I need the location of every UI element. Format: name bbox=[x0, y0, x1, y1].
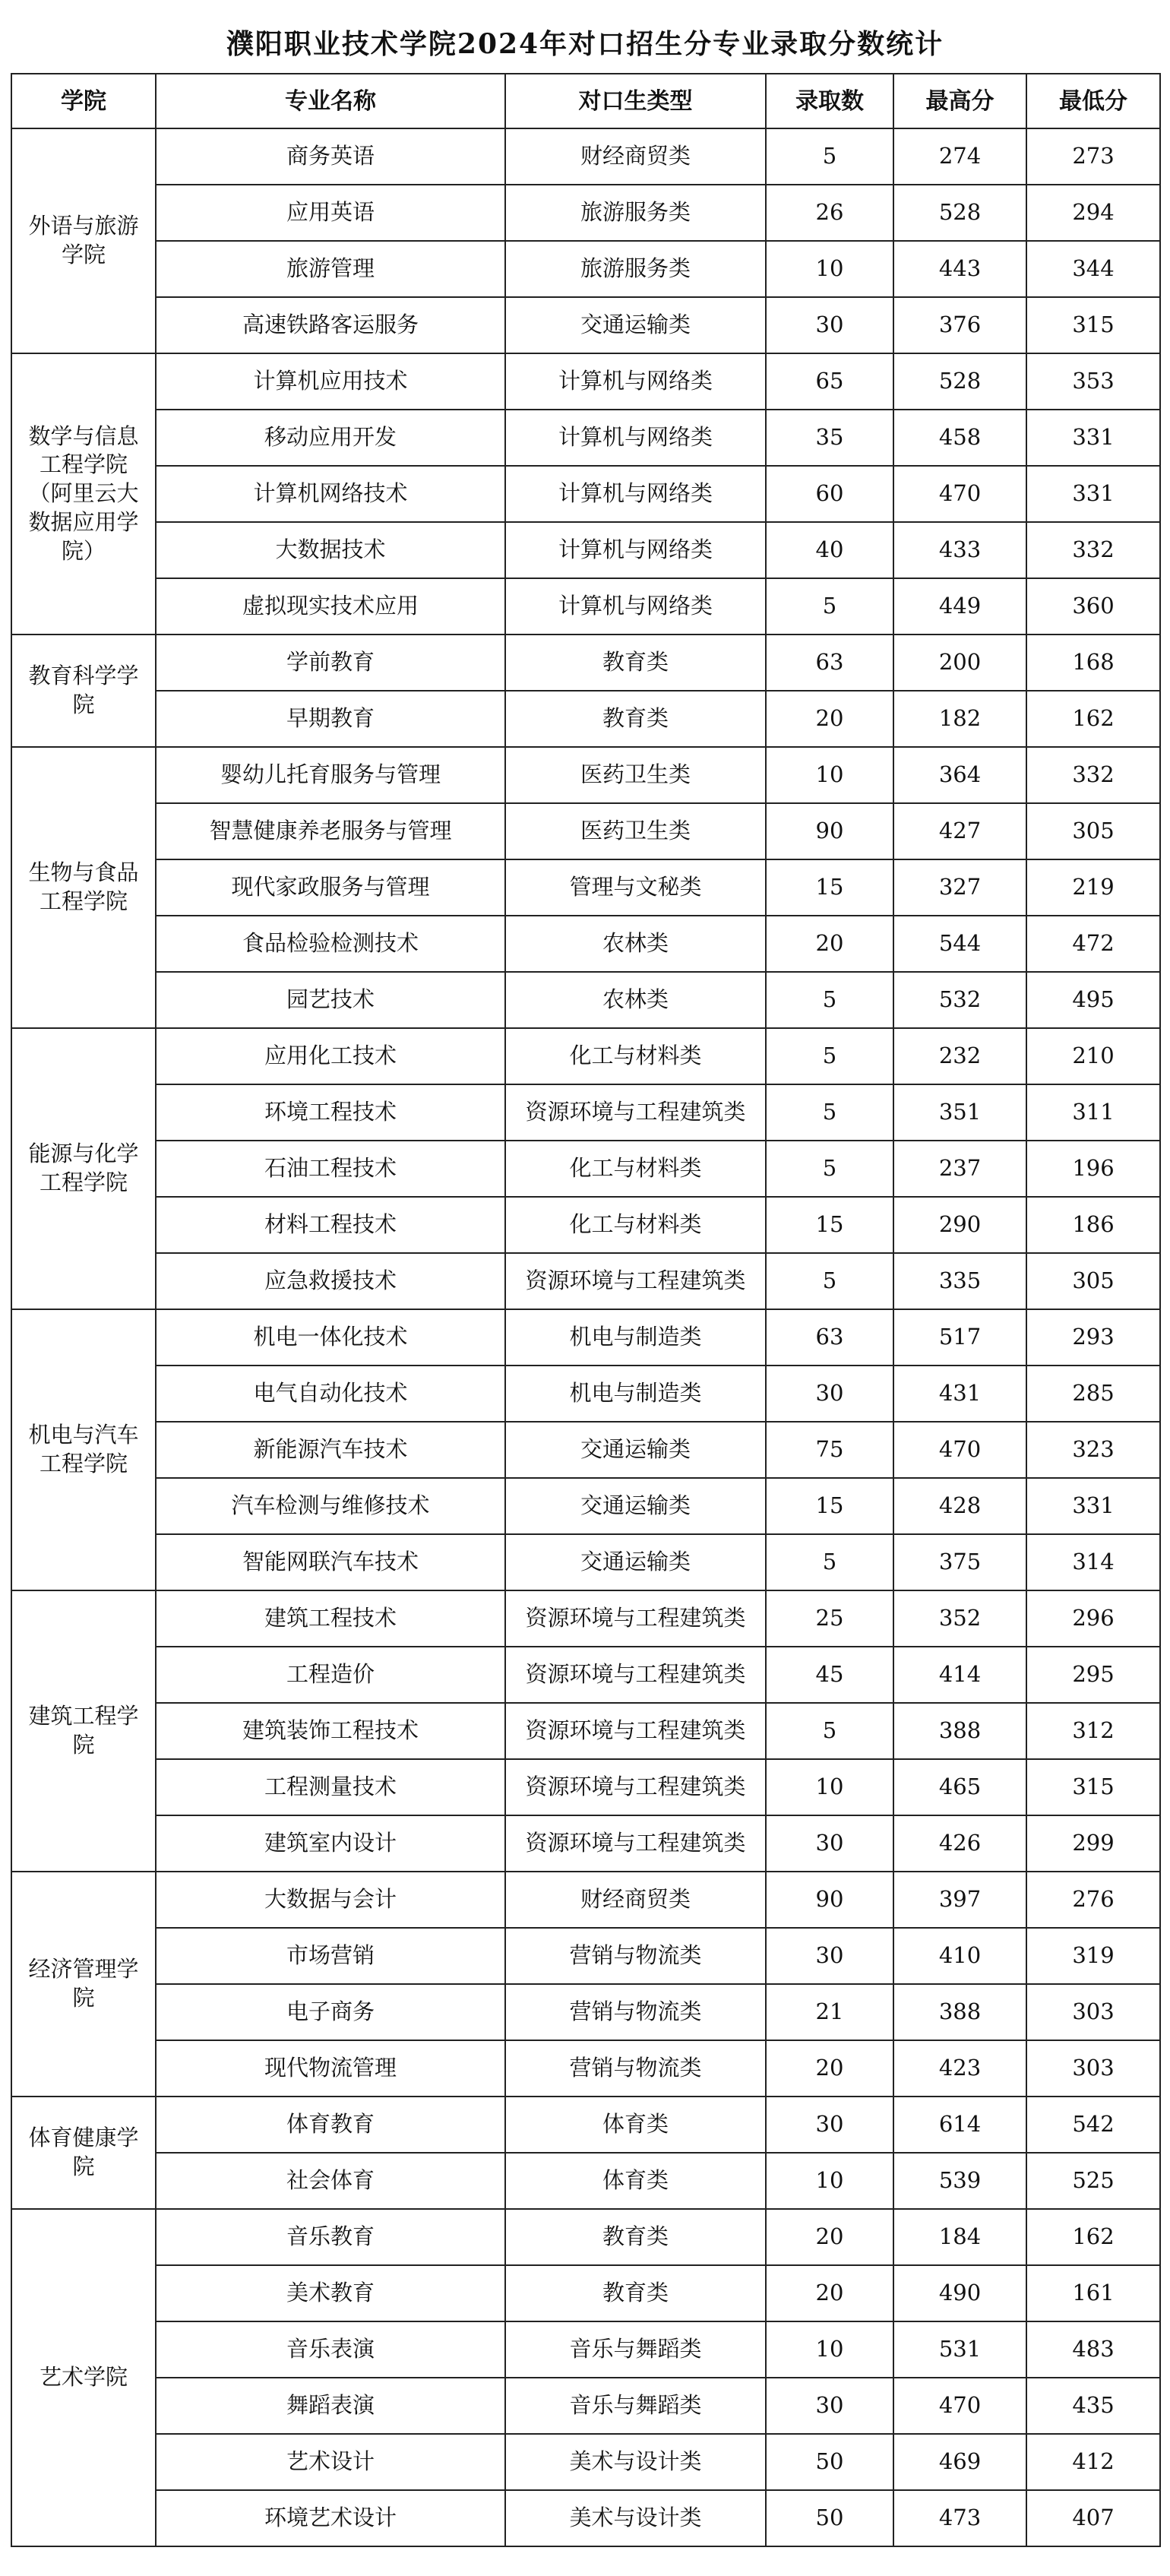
table-row bbox=[11, 859, 1160, 916]
type-cell: 营销与物流类 bbox=[505, 2040, 766, 2097]
college-cell bbox=[11, 635, 156, 747]
max-score-cell: 465 bbox=[893, 1759, 1026, 1815]
min-score-cell: 303 bbox=[1026, 1984, 1160, 2040]
max-score-cell: 184 bbox=[893, 2209, 1026, 2265]
header-admitted: 录取数 bbox=[766, 74, 893, 128]
admitted-cell: 60 bbox=[766, 466, 893, 522]
college-cell bbox=[11, 2209, 156, 2546]
admitted-cell: 5 bbox=[766, 1534, 893, 1590]
college-cell bbox=[11, 128, 156, 353]
admitted-cell: 15 bbox=[766, 1197, 893, 1253]
min-score-cell: 162 bbox=[1026, 2209, 1160, 2265]
admitted-cell: 30 bbox=[766, 2097, 893, 2153]
admitted-cell: 63 bbox=[766, 635, 893, 691]
major-cell: 虚拟现实技术应用 bbox=[156, 578, 505, 635]
min-score-cell: 161 bbox=[1026, 2265, 1160, 2321]
max-score-cell: 490 bbox=[893, 2265, 1026, 2321]
table-row bbox=[11, 1309, 1160, 1366]
max-score-cell: 352 bbox=[893, 1590, 1026, 1647]
max-score-cell: 427 bbox=[893, 803, 1026, 859]
type-cell: 化工与材料类 bbox=[505, 1028, 766, 1084]
table-row bbox=[11, 916, 1160, 972]
major-cell: 机电一体化技术 bbox=[156, 1309, 505, 1366]
min-score-cell: 168 bbox=[1026, 635, 1160, 691]
admitted-cell: 50 bbox=[766, 2490, 893, 2546]
admitted-cell: 30 bbox=[766, 1928, 893, 1984]
admitted-cell: 20 bbox=[766, 2209, 893, 2265]
college-name: 体育健康学院 bbox=[28, 2125, 139, 2179]
table-row bbox=[11, 2321, 1160, 2378]
major-cell: 汽车检测与维修技术 bbox=[156, 1478, 505, 1534]
max-score-cell: 397 bbox=[893, 1872, 1026, 1928]
min-score-cell: 412 bbox=[1026, 2434, 1160, 2490]
admitted-cell: 5 bbox=[766, 1253, 893, 1309]
major-cell: 食品检验检测技术 bbox=[156, 916, 505, 972]
type-cell: 旅游服务类 bbox=[505, 241, 766, 297]
min-score-cell: 323 bbox=[1026, 1422, 1160, 1478]
major-cell: 音乐教育 bbox=[156, 2209, 505, 2265]
admitted-cell: 90 bbox=[766, 803, 893, 859]
type-cell: 营销与物流类 bbox=[505, 1984, 766, 2040]
min-score-cell: 315 bbox=[1026, 1759, 1160, 1815]
type-cell: 旅游服务类 bbox=[505, 185, 766, 241]
type-cell: 化工与材料类 bbox=[505, 1197, 766, 1253]
major-cell: 环境艺术设计 bbox=[156, 2490, 505, 2546]
type-cell: 计算机与网络类 bbox=[505, 353, 766, 410]
min-score-cell: 314 bbox=[1026, 1534, 1160, 1590]
min-score-cell: 296 bbox=[1026, 1590, 1160, 1647]
table-row bbox=[11, 1028, 1160, 1084]
type-cell: 资源环境与工程建筑类 bbox=[505, 1084, 766, 1141]
min-score-cell: 210 bbox=[1026, 1028, 1160, 1084]
table-row bbox=[11, 410, 1160, 466]
min-score-cell: 407 bbox=[1026, 2490, 1160, 2546]
max-score-cell: 410 bbox=[893, 1928, 1026, 1984]
table-row bbox=[11, 1984, 1160, 2040]
major-cell: 智慧健康养老服务与管理 bbox=[156, 803, 505, 859]
admitted-cell: 75 bbox=[766, 1422, 893, 1478]
admitted-cell: 21 bbox=[766, 1984, 893, 2040]
table-row bbox=[11, 2434, 1160, 2490]
min-score-cell: 435 bbox=[1026, 2378, 1160, 2434]
max-score-cell: 290 bbox=[893, 1197, 1026, 1253]
min-score-cell: 186 bbox=[1026, 1197, 1160, 1253]
table-row bbox=[11, 128, 1160, 185]
admitted-cell: 10 bbox=[766, 241, 893, 297]
table-row bbox=[11, 2040, 1160, 2097]
major-cell: 应用化工技术 bbox=[156, 1028, 505, 1084]
min-score-cell: 315 bbox=[1026, 297, 1160, 353]
min-score-cell: 332 bbox=[1026, 522, 1160, 578]
type-cell: 营销与物流类 bbox=[505, 1928, 766, 1984]
major-cell: 园艺技术 bbox=[156, 972, 505, 1028]
admitted-cell: 5 bbox=[766, 972, 893, 1028]
type-cell: 计算机与网络类 bbox=[505, 466, 766, 522]
type-cell: 交通运输类 bbox=[505, 1422, 766, 1478]
type-cell: 机电与制造类 bbox=[505, 1366, 766, 1422]
table-row bbox=[11, 1534, 1160, 1590]
major-cell: 建筑室内设计 bbox=[156, 1815, 505, 1872]
college-name: 外语与旅游学院 bbox=[28, 213, 139, 267]
major-cell: 现代物流管理 bbox=[156, 2040, 505, 2097]
table-header-row bbox=[11, 74, 1160, 128]
min-score-cell: 311 bbox=[1026, 1084, 1160, 1141]
type-cell: 财经商贸类 bbox=[505, 128, 766, 185]
table-row bbox=[11, 1197, 1160, 1253]
table-row bbox=[11, 2209, 1160, 2265]
table-row bbox=[11, 353, 1160, 410]
type-cell: 美术与设计类 bbox=[505, 2434, 766, 2490]
admitted-cell: 5 bbox=[766, 1703, 893, 1759]
major-cell: 智能网联汽车技术 bbox=[156, 1534, 505, 1590]
major-cell: 应急救援技术 bbox=[156, 1253, 505, 1309]
max-score-cell: 470 bbox=[893, 466, 1026, 522]
college-name: 机电与汽车工程学院 bbox=[28, 1422, 139, 1476]
college-cell bbox=[11, 747, 156, 1028]
type-cell: 计算机与网络类 bbox=[505, 578, 766, 635]
major-cell: 石油工程技术 bbox=[156, 1141, 505, 1197]
table-row bbox=[11, 1422, 1160, 1478]
min-score-cell: 525 bbox=[1026, 2153, 1160, 2209]
admitted-cell: 10 bbox=[766, 1759, 893, 1815]
header-major: 专业名称 bbox=[156, 74, 505, 128]
min-score-cell: 331 bbox=[1026, 1478, 1160, 1534]
min-score-cell: 285 bbox=[1026, 1366, 1160, 1422]
min-score-cell: 293 bbox=[1026, 1309, 1160, 1366]
major-cell: 市场营销 bbox=[156, 1928, 505, 1984]
type-cell: 音乐与舞蹈类 bbox=[505, 2321, 766, 2378]
type-cell: 资源环境与工程建筑类 bbox=[505, 1759, 766, 1815]
admitted-cell: 15 bbox=[766, 1478, 893, 1534]
major-cell: 建筑装饰工程技术 bbox=[156, 1703, 505, 1759]
max-score-cell: 428 bbox=[893, 1478, 1026, 1534]
type-cell: 医药卫生类 bbox=[505, 747, 766, 803]
min-score-cell: 542 bbox=[1026, 2097, 1160, 2153]
major-cell: 建筑工程技术 bbox=[156, 1590, 505, 1647]
major-cell: 环境工程技术 bbox=[156, 1084, 505, 1141]
major-cell: 高速铁路客运服务 bbox=[156, 297, 505, 353]
type-cell: 管理与文秘类 bbox=[505, 859, 766, 916]
type-cell: 资源环境与工程建筑类 bbox=[505, 1703, 766, 1759]
admitted-cell: 15 bbox=[766, 859, 893, 916]
major-cell: 旅游管理 bbox=[156, 241, 505, 297]
college-cell bbox=[11, 1872, 156, 2097]
college-cell bbox=[11, 1028, 156, 1309]
major-cell: 电气自动化技术 bbox=[156, 1366, 505, 1422]
type-cell: 交通运输类 bbox=[505, 1478, 766, 1534]
admission-score-table bbox=[11, 73, 1161, 2547]
type-cell: 资源环境与工程建筑类 bbox=[505, 1590, 766, 1647]
min-score-cell: 305 bbox=[1026, 1253, 1160, 1309]
admitted-cell: 20 bbox=[766, 2265, 893, 2321]
table-row bbox=[11, 1815, 1160, 1872]
table-row bbox=[11, 635, 1160, 691]
type-cell: 医药卫生类 bbox=[505, 803, 766, 859]
max-score-cell: 375 bbox=[893, 1534, 1026, 1590]
major-cell: 学前教育 bbox=[156, 635, 505, 691]
table-row bbox=[11, 1478, 1160, 1534]
min-score-cell: 299 bbox=[1026, 1815, 1160, 1872]
college-name: 艺术学院 bbox=[39, 2364, 128, 2391]
admitted-cell: 30 bbox=[766, 297, 893, 353]
major-cell: 现代家政服务与管理 bbox=[156, 859, 505, 916]
table-row bbox=[11, 1141, 1160, 1197]
major-cell: 美术教育 bbox=[156, 2265, 505, 2321]
max-score-cell: 327 bbox=[893, 859, 1026, 916]
min-score-cell: 276 bbox=[1026, 1872, 1160, 1928]
max-score-cell: 517 bbox=[893, 1309, 1026, 1366]
max-score-cell: 426 bbox=[893, 1815, 1026, 1872]
admitted-cell: 10 bbox=[766, 2321, 893, 2378]
table-row bbox=[11, 297, 1160, 353]
min-score-cell: 162 bbox=[1026, 691, 1160, 747]
table-row bbox=[11, 691, 1160, 747]
min-score-cell: 219 bbox=[1026, 859, 1160, 916]
admitted-cell: 5 bbox=[766, 1141, 893, 1197]
admitted-cell: 5 bbox=[766, 578, 893, 635]
type-cell: 教育类 bbox=[505, 2265, 766, 2321]
table-body bbox=[11, 128, 1160, 2546]
type-cell: 计算机与网络类 bbox=[505, 410, 766, 466]
admitted-cell: 5 bbox=[766, 1028, 893, 1084]
major-cell: 材料工程技术 bbox=[156, 1197, 505, 1253]
min-score-cell: 303 bbox=[1026, 2040, 1160, 2097]
header-type: 对口生类型 bbox=[505, 74, 766, 128]
college-cell bbox=[11, 1309, 156, 1590]
major-cell: 电子商务 bbox=[156, 1984, 505, 2040]
min-score-cell: 294 bbox=[1026, 185, 1160, 241]
college-cell bbox=[11, 1590, 156, 1872]
type-cell: 财经商贸类 bbox=[505, 1872, 766, 1928]
max-score-cell: 388 bbox=[893, 1984, 1026, 2040]
type-cell: 教育类 bbox=[505, 635, 766, 691]
table-row bbox=[11, 2490, 1160, 2546]
table-row bbox=[11, 1872, 1160, 1928]
table-row bbox=[11, 1759, 1160, 1815]
college-name: 教育科学学院 bbox=[28, 663, 139, 717]
max-score-cell: 351 bbox=[893, 1084, 1026, 1141]
type-cell: 资源环境与工程建筑类 bbox=[505, 1647, 766, 1703]
type-cell: 音乐与舞蹈类 bbox=[505, 2378, 766, 2434]
college-name: 数学与信息工程学院（阿里云大数据应用学院） bbox=[28, 422, 139, 564]
table-row bbox=[11, 1647, 1160, 1703]
major-cell: 大数据技术 bbox=[156, 522, 505, 578]
admitted-cell: 30 bbox=[766, 1815, 893, 1872]
max-score-cell: 449 bbox=[893, 578, 1026, 635]
min-score-cell: 331 bbox=[1026, 466, 1160, 522]
major-cell: 工程测量技术 bbox=[156, 1759, 505, 1815]
table-row bbox=[11, 241, 1160, 297]
header-max-score: 最高分 bbox=[893, 74, 1026, 128]
admitted-cell: 30 bbox=[766, 1366, 893, 1422]
max-score-cell: 414 bbox=[893, 1647, 1026, 1703]
min-score-cell: 495 bbox=[1026, 972, 1160, 1028]
min-score-cell: 305 bbox=[1026, 803, 1160, 859]
min-score-cell: 360 bbox=[1026, 578, 1160, 635]
college-cell bbox=[11, 353, 156, 635]
max-score-cell: 470 bbox=[893, 2378, 1026, 2434]
max-score-cell: 473 bbox=[893, 2490, 1026, 2546]
table-row bbox=[11, 578, 1160, 635]
table-row bbox=[11, 1928, 1160, 1984]
max-score-cell: 232 bbox=[893, 1028, 1026, 1084]
max-score-cell: 539 bbox=[893, 2153, 1026, 2209]
min-score-cell: 472 bbox=[1026, 916, 1160, 972]
admitted-cell: 63 bbox=[766, 1309, 893, 1366]
max-score-cell: 443 bbox=[893, 241, 1026, 297]
type-cell: 体育类 bbox=[505, 2097, 766, 2153]
document-title: 濮阳职业技术学院2024年对口招生分专业录取分数统计 bbox=[226, 27, 944, 60]
admitted-cell: 25 bbox=[766, 1590, 893, 1647]
max-score-cell: 335 bbox=[893, 1253, 1026, 1309]
admitted-cell: 20 bbox=[766, 691, 893, 747]
admitted-cell: 45 bbox=[766, 1647, 893, 1703]
max-score-cell: 458 bbox=[893, 410, 1026, 466]
type-cell: 交通运输类 bbox=[505, 297, 766, 353]
min-score-cell: 331 bbox=[1026, 410, 1160, 466]
min-score-cell: 332 bbox=[1026, 747, 1160, 803]
header-college: 学院 bbox=[11, 74, 156, 128]
major-cell: 艺术设计 bbox=[156, 2434, 505, 2490]
major-cell: 应用英语 bbox=[156, 185, 505, 241]
table-row bbox=[11, 2378, 1160, 2434]
major-cell: 早期教育 bbox=[156, 691, 505, 747]
table-row bbox=[11, 1084, 1160, 1141]
major-cell: 移动应用开发 bbox=[156, 410, 505, 466]
type-cell: 农林类 bbox=[505, 916, 766, 972]
admitted-cell: 26 bbox=[766, 185, 893, 241]
table-row bbox=[11, 747, 1160, 803]
table-row bbox=[11, 1590, 1160, 1647]
admitted-cell: 50 bbox=[766, 2434, 893, 2490]
admitted-cell: 10 bbox=[766, 747, 893, 803]
type-cell: 体育类 bbox=[505, 2153, 766, 2209]
type-cell: 交通运输类 bbox=[505, 1534, 766, 1590]
max-score-cell: 544 bbox=[893, 916, 1026, 972]
table-row bbox=[11, 2153, 1160, 2209]
min-score-cell: 344 bbox=[1026, 241, 1160, 297]
max-score-cell: 182 bbox=[893, 691, 1026, 747]
min-score-cell: 483 bbox=[1026, 2321, 1160, 2378]
type-cell: 计算机与网络类 bbox=[505, 522, 766, 578]
table-row bbox=[11, 972, 1160, 1028]
admitted-cell: 20 bbox=[766, 2040, 893, 2097]
admitted-cell: 5 bbox=[766, 128, 893, 185]
major-cell: 舞蹈表演 bbox=[156, 2378, 505, 2434]
min-score-cell: 319 bbox=[1026, 1928, 1160, 1984]
college-name: 建筑工程学院 bbox=[28, 1703, 139, 1758]
max-score-cell: 388 bbox=[893, 1703, 1026, 1759]
max-score-cell: 470 bbox=[893, 1422, 1026, 1478]
table-row bbox=[11, 2265, 1160, 2321]
table-row bbox=[11, 803, 1160, 859]
min-score-cell: 295 bbox=[1026, 1647, 1160, 1703]
admitted-cell: 40 bbox=[766, 522, 893, 578]
max-score-cell: 423 bbox=[893, 2040, 1026, 2097]
type-cell: 机电与制造类 bbox=[505, 1309, 766, 1366]
type-cell: 农林类 bbox=[505, 972, 766, 1028]
major-cell: 婴幼儿托育服务与管理 bbox=[156, 747, 505, 803]
type-cell: 资源环境与工程建筑类 bbox=[505, 1815, 766, 1872]
min-score-cell: 273 bbox=[1026, 128, 1160, 185]
table-row bbox=[11, 466, 1160, 522]
major-cell: 商务英语 bbox=[156, 128, 505, 185]
major-cell: 计算机网络技术 bbox=[156, 466, 505, 522]
admitted-cell: 5 bbox=[766, 1084, 893, 1141]
max-score-cell: 469 bbox=[893, 2434, 1026, 2490]
type-cell: 化工与材料类 bbox=[505, 1141, 766, 1197]
major-cell: 计算机应用技术 bbox=[156, 353, 505, 410]
table-row bbox=[11, 2097, 1160, 2153]
college-name: 经济管理学院 bbox=[28, 1956, 139, 2011]
max-score-cell: 364 bbox=[893, 747, 1026, 803]
admitted-cell: 30 bbox=[766, 2378, 893, 2434]
table-row bbox=[11, 185, 1160, 241]
admitted-cell: 35 bbox=[766, 410, 893, 466]
max-score-cell: 200 bbox=[893, 635, 1026, 691]
major-cell: 体育教育 bbox=[156, 2097, 505, 2153]
major-cell: 音乐表演 bbox=[156, 2321, 505, 2378]
max-score-cell: 274 bbox=[893, 128, 1026, 185]
max-score-cell: 532 bbox=[893, 972, 1026, 1028]
table-row bbox=[11, 522, 1160, 578]
major-cell: 新能源汽车技术 bbox=[156, 1422, 505, 1478]
major-cell: 工程造价 bbox=[156, 1647, 505, 1703]
type-cell: 教育类 bbox=[505, 691, 766, 747]
max-score-cell: 531 bbox=[893, 2321, 1026, 2378]
college-name: 能源与化学工程学院 bbox=[28, 1141, 139, 1195]
admitted-cell: 65 bbox=[766, 353, 893, 410]
header-min-score: 最低分 bbox=[1026, 74, 1160, 128]
college-cell bbox=[11, 2097, 156, 2209]
type-cell: 资源环境与工程建筑类 bbox=[505, 1253, 766, 1309]
admitted-cell: 10 bbox=[766, 2153, 893, 2209]
admitted-cell: 90 bbox=[766, 1872, 893, 1928]
min-score-cell: 353 bbox=[1026, 353, 1160, 410]
min-score-cell: 312 bbox=[1026, 1703, 1160, 1759]
max-score-cell: 376 bbox=[893, 297, 1026, 353]
min-score-cell: 196 bbox=[1026, 1141, 1160, 1197]
major-cell: 社会体育 bbox=[156, 2153, 505, 2209]
college-name: 生物与食品工程学院 bbox=[28, 859, 139, 914]
type-cell: 美术与设计类 bbox=[505, 2490, 766, 2546]
table-row bbox=[11, 1366, 1160, 1422]
max-score-cell: 614 bbox=[893, 2097, 1026, 2153]
major-cell: 大数据与会计 bbox=[156, 1872, 505, 1928]
type-cell: 教育类 bbox=[505, 2209, 766, 2265]
table-row bbox=[11, 1703, 1160, 1759]
max-score-cell: 237 bbox=[893, 1141, 1026, 1197]
admitted-cell: 20 bbox=[766, 916, 893, 972]
max-score-cell: 528 bbox=[893, 353, 1026, 410]
max-score-cell: 433 bbox=[893, 522, 1026, 578]
max-score-cell: 431 bbox=[893, 1366, 1026, 1422]
max-score-cell: 528 bbox=[893, 185, 1026, 241]
table-row bbox=[11, 1253, 1160, 1309]
